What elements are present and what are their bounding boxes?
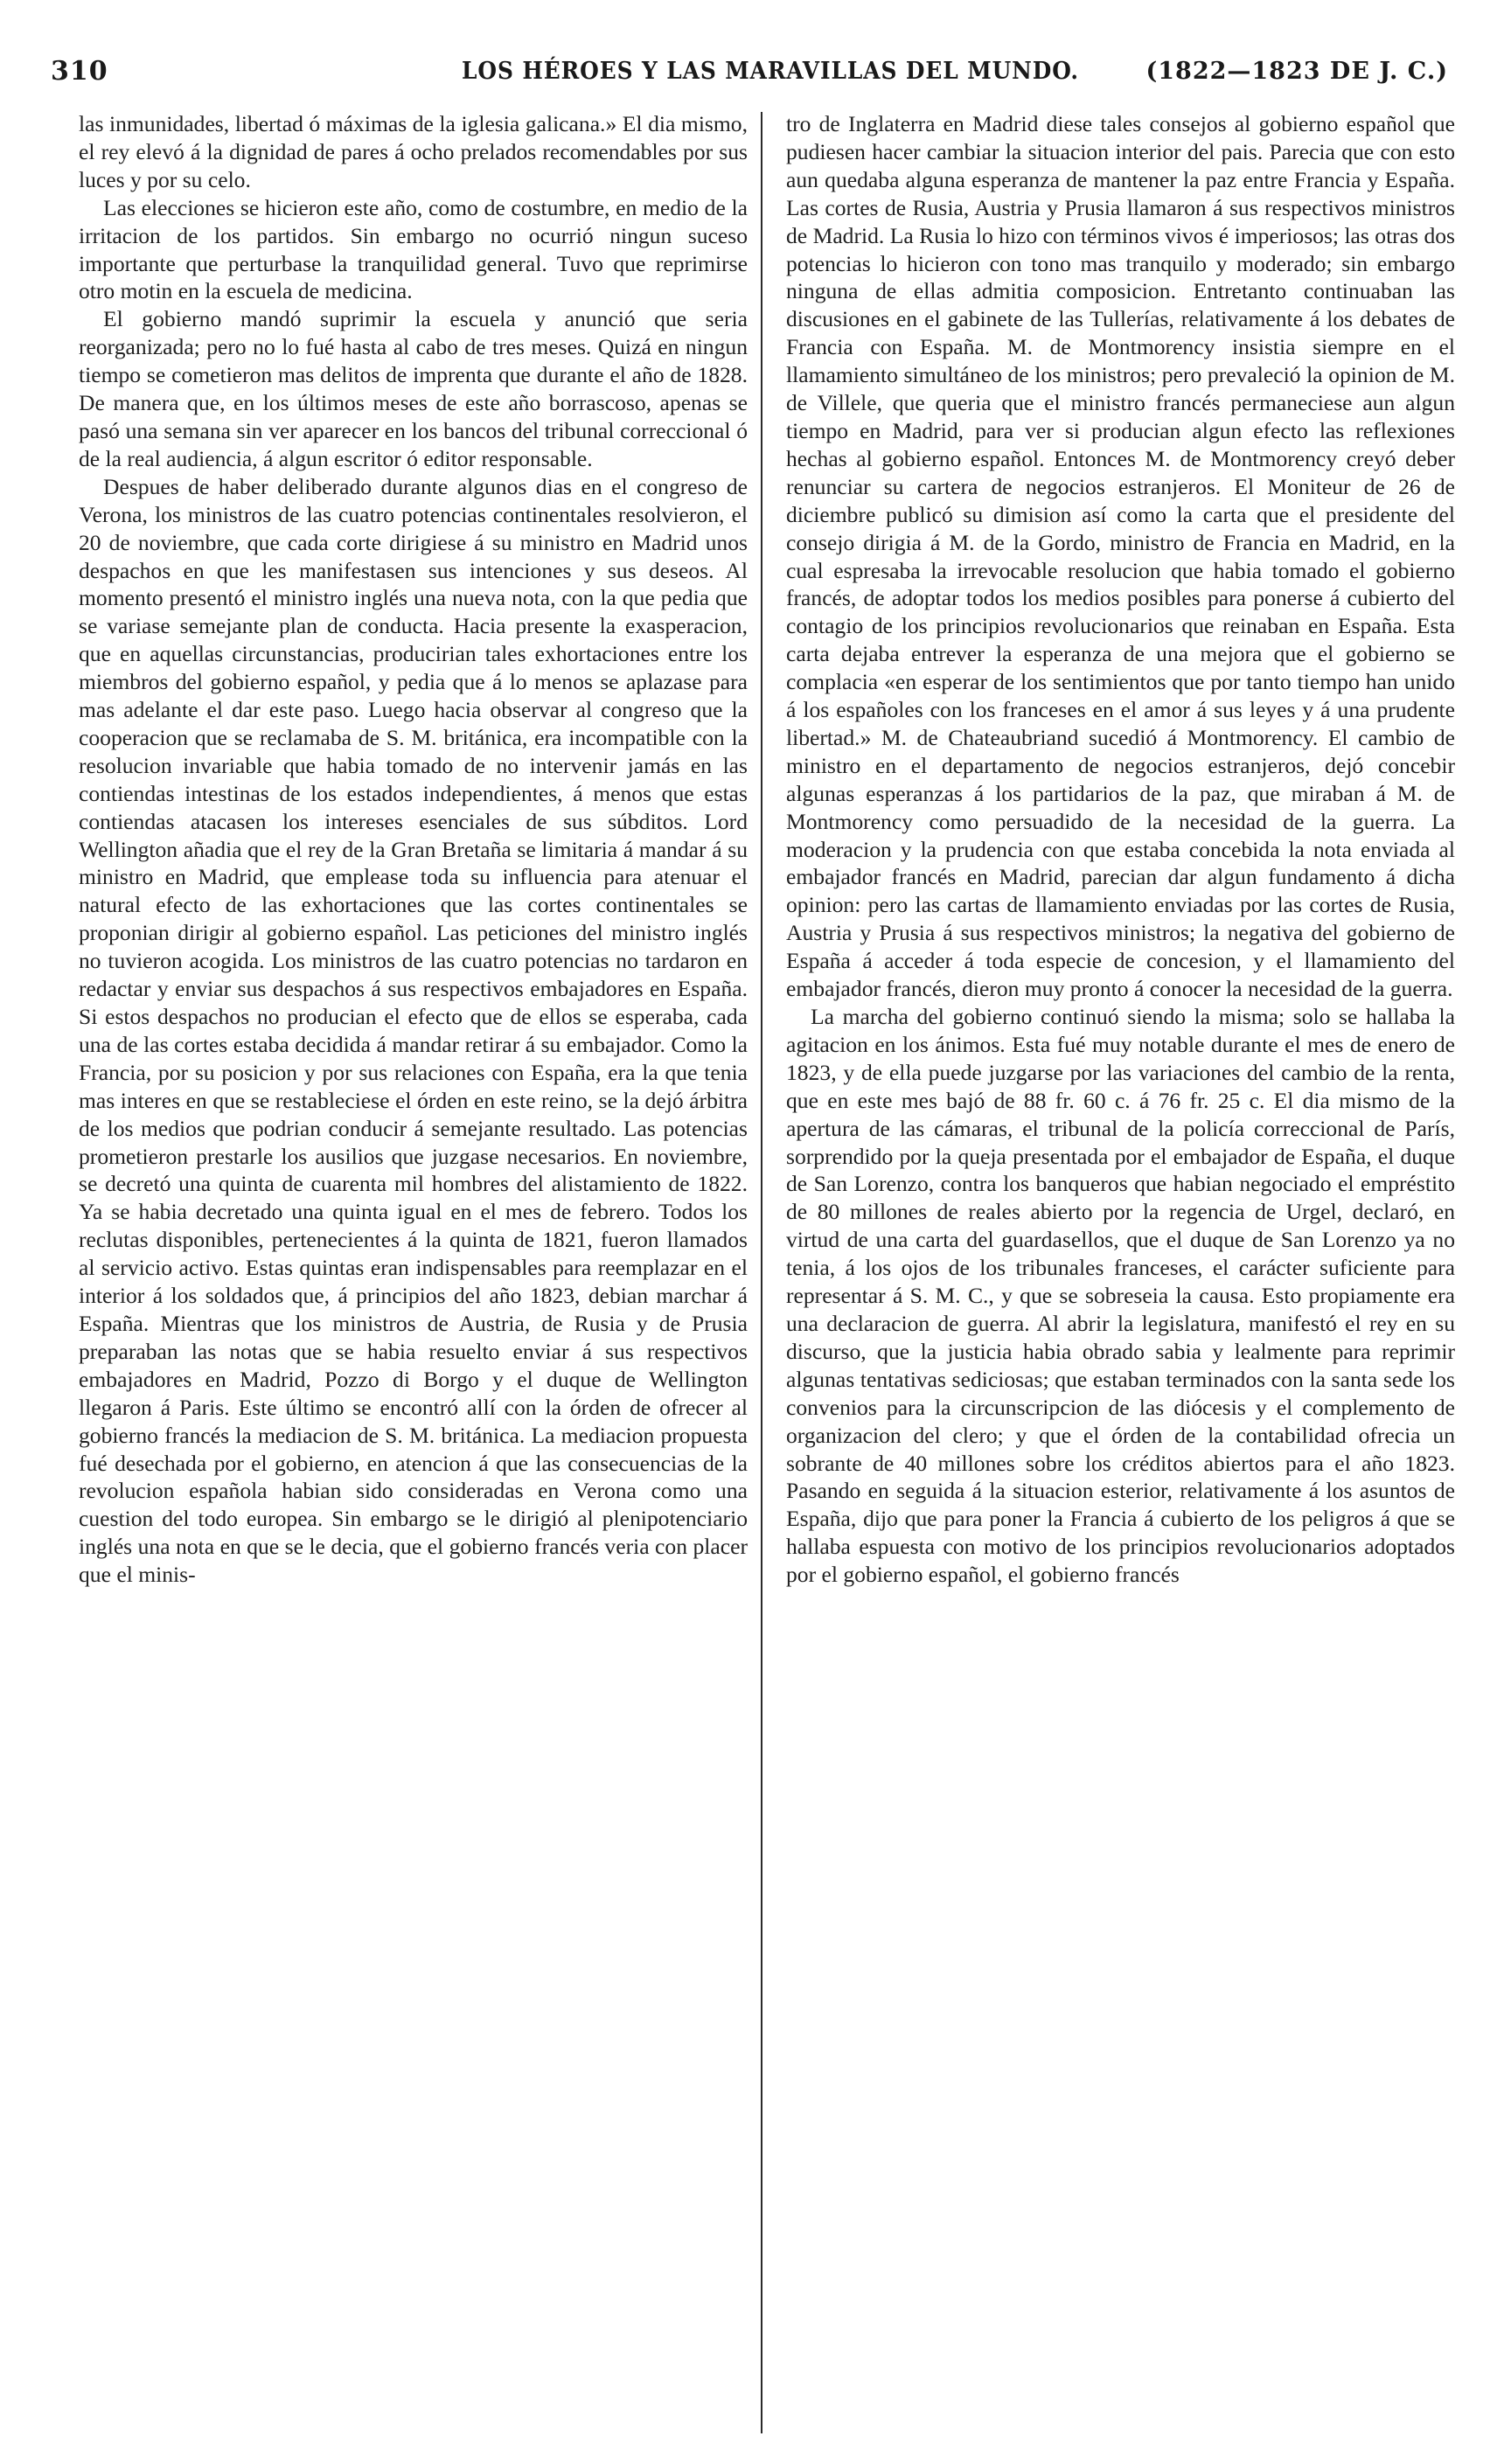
paragraph: tro de Inglaterra en Madrid diese tales consejos al gobierno español que pudiesen hacer cambiar la situacion interior del pais. Parecia que con esto aun quedaba alguna esperanza de mantener la paz entre Francia y España. Las cortes de Rusia, Austria y Prusia llamaron á sus respectivos ministros de Madrid. La Rusia lo hizo con términos vivos é imperiosos; las otras dos potencias lo hicieron con tono mas tranquilo y moderado; sin embargo ninguna de ellas admitia composicion. Entretanto continuaban las discusiones en el gabinete de las Tullerías, relativamente á los debates de Francia con España. M. de Montmorency insistia siempre en el llamamiento simultáneo de los ministros; pero prevaleció la opinion de M. de Villele, que queria que el ministro francés permaneciese aun algun tiempo en Madrid, para ver si producian algun efecto las reflexiones hechas al gobierno español. Entonces M. de Montmorency creyó deber renunciar su cartera de negocios estranjeros. El Moniteur de 26 de diciembre publicó su dimision así como la carta que el presidente del consejo dirigia á M. de la Gordo, ministro de Francia en Madrid, en la cual espresaba la irrevocable resolucion que habia tomado el gobierno francés, de adoptar todos los medios posibles para ponerse á cubierto del contagio de los principios revolucionarios que reinaban en España. Esta carta dejaba entrever la esperanza de una mejora que el gobierno se complacia «en esperar de los sentimientos que por tanto tiempo han unido á los españoles con los franceses en el amor á sus leyes y á una prudente libertad.» M. de Chateaubriand sucedió á Montmorency. El cambio de ministro en el departamento de negocios estranjeros, dejó concebir algunas esperanzas á los partidarios de la paz, que miraban á M. de Montmorency como persuadido de la necesidad de la guerra. La moderacion y la prudencia con que estaba concebida la nota enviada al embajador francés en Madrid, parecian dar algun fundamento á dicha opinion: pero las cartas de llamamiento enviadas por las cortes de Rusia, Austria y Prusia á sus respectivos ministros; la negativa del gobierno de España á acceder á toda especie de concesion, y el llamamiento del embajador francés, dieron muy pronto á conocer la necesidad de la guerra. — [786, 111, 1455, 1002]
paragraph: las inmunidades, libertad ó máximas de la iglesia galicana.» El dia mismo, el rey elevó á la dignidad de pares á ocho prelados recomendables por sus luces y por su celo. — [79, 111, 748, 192]
right-column — [786, 110, 1455, 2436]
page-header — [51, 54, 1450, 94]
column-divider — [761, 112, 762, 2433]
paragraph: Despues de haber deliberado durante algunos dias en el congreso de Verona, los ministros de las cuatro potencias continentales resolvieron, el 20 de noviembre, que cada corte dirigiese á su ministro en Madrid unos despachos en que les manifestasen sus intenciones y sus deseos. Al momento presentó el ministro inglés una nueva nota, con la que pedia que se variase semejante plan de conducta. Hacia presente la exasperacion, que en aquellas circunstancias, producirian tales exhortaciones entre los miembros del gobierno español, y pedia que á lo menos se aplazase para mas adelante el dar este paso. Luego hacia observar al congreso que la cooperacion que se reclamaba de S. M. británica, era incompatible con la resolucion invariable que habia tomado de no intervenir jamás en las contiendas intestinas de los estados independientes, á menos que estas contiendas atacasen los intereses esenciales de sus súbditos. Lord Wellington añadia que el rey de la Gran Bretaña se limitaria á mandar á su ministro en Madrid, que emplease toda su influencia para atenuar el natural efecto de las exhortaciones que las cortes continentales se proponian dirigir al gobierno español. Las peticiones del ministro inglés no tuvieron acogida. Los ministros de las cuatro potencias no tardaron en redactar y enviar sus despachos á sus respectivos embajadores en España. Si estos despachos no producian el efecto que de ellos se esperaba, cada una de las cortes estaba decidida á mandar retirar á su embajador. Como la Francia, por su posicion y por sus relaciones con España, era la que tenia mas interes en que se restableciese el órden en este reino, se la dejó árbitra de los medios que podrian conducir á semejante resultado. Las potencias prometieron prestarle los ausilios que juzgase necesarios. En noviembre, se decretó una quinta de cuarenta mil hombres del alistamiento de 1822. Ya se habia decretado una quinta igual en el mes de febrero. Todos los reclutas disponibles, pertenecientes á la quinta de 1821, fueron llamados al servicio activo. Estas quintas eran indispensables para reemplazar en el interior á los soldados que, á principios del año 1823, debian marchar á España. Mientras que los ministros de Austria, de Rusia y de Prusia preparaban las notas que se habia resuelto enviar á sus respectivos embajadores en Madrid, Pozzo di Borgo y el duque de Wellington llegaron á Paris. Este último se encontró allí con la órden de ofrecer al gobierno francés la mediacion de S. M. británica. La mediacion propuesta fué desechada por el gobierno, en atencion á que las consecuencias de la revolucion española habian sido consideradas en Verona como una cuestion del todo europea. Sin embargo se le dirigió al plenipotenciario inglés una nota en que se le decia, que el gobierno francés veria con placer que el minis- — [79, 473, 748, 1588]
paragraph: Las elecciones se hicieron este año, como de costumbre, en medio de la irritacion de los partidos. Sin embargo no ocurrió ningun suceso importante que perturbase la tranquilidad general. Tuvo que reprimirse otro motin en la escuela de medicina. — [79, 194, 748, 304]
left-column — [79, 110, 748, 2436]
running-title: LOS HÉROES Y LAS MARAVILLAS DEL MUNDO. — [462, 58, 1079, 85]
running-date-range: (1822—1823 DE J. C.) — [1145, 58, 1448, 85]
paragraph: La marcha del gobierno continuó siendo la misma; solo se hallaba la agitacion en los ánimos. Esta fué muy notable durante el mes de enero de 1823, y de ella puede juzgarse por las variaciones del cambio de la renta, que en este mes bajó de 88 fr. 60 c. á 76 fr. 25 c. El dia mismo de la apertura de las cámaras, el tribunal de la policía correccional de París, sorprendido por la queja presentada por el embajador de España, el duque de San Lorenzo, contra los banqueros que habian negociado el empréstito de 80 millones de reales abierto por la regencia de Urgel, declaró, en virtud de una carta del guardasellos, que el duque de San Lorenzo ya no tenia, á los ojos de los tribunales franceses, el carácter suficiente para representar á S. M. C., y que se sobreseia la causa. Esto propiamente era una declaracion de guerra. Al abrir la legislatura, manifestó el rey en su discurso, que la justicia habia obrado sabia y lealmente para reprimir algunas tentativas sediciosas; que estaban terminados con la santa sede los convenios para la circunscripcion de las diócesis y el complemento de organizacion del clero; y que el órden de la contabilidad ofrecia un sobrante de 40 millones sobre los créditos abiertos para el año 1823. Pasando en seguida á la situacion esterior, relativamente á los asuntos de España, dijo que para poner la Francia á cubierto de los peligros á que se hallaba espuesta con motivo de los principios revolucionarios adoptados por el gobierno español, el gobierno francés — [786, 1004, 1455, 1588]
page-number: 310 — [51, 56, 108, 87]
paragraph: El gobierno mandó suprimir la escuela y anunció que seria reorganizada; pero no lo fué hasta al cabo de tres meses. Quizá en ningun tiempo se cometieron mas delitos de imprenta que durante el año de 1828. De manera que, en los últimos meses de este año borrascoso, apenas se pasó una semana sin ver aparecer en los bancos del tribunal correccional ó de la real audiencia, á algun escritor ó editor responsable. — [79, 306, 748, 471]
